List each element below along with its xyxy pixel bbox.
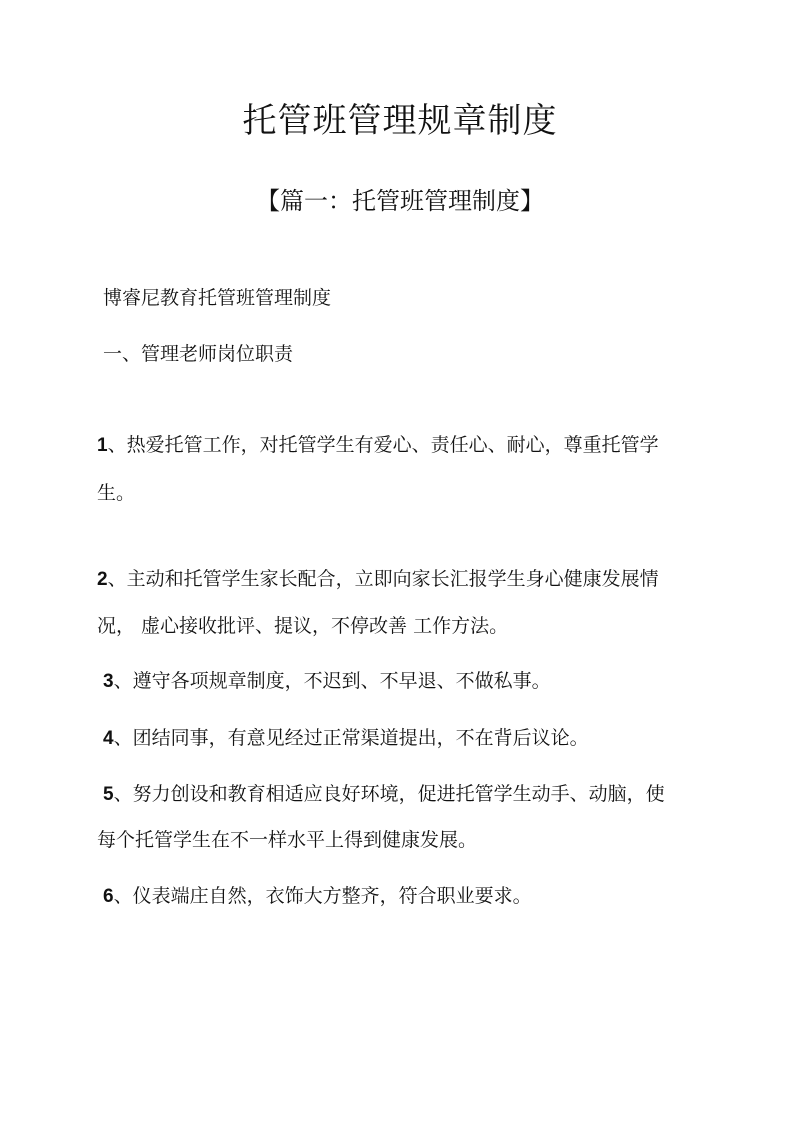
item-number: 1 bbox=[97, 435, 108, 456]
list-item-6 bbox=[103, 881, 532, 912]
org-heading: 博睿尼教育托管班管理制度 bbox=[103, 287, 332, 309]
item-number: 3 bbox=[103, 671, 114, 692]
list-item-3 bbox=[103, 666, 551, 697]
item-number: 6 bbox=[103, 886, 114, 907]
list-item-2-line-1 bbox=[97, 564, 659, 595]
item-text: 、团结同事，有意见经过正常渠道提出，不在背后议论。 bbox=[113, 727, 589, 749]
list-item-4 bbox=[103, 723, 589, 754]
item-text: 、仪表端庄自然，衣饰大方整齐，符合职业要求。 bbox=[113, 885, 532, 907]
document-title: 托管班管理规章制度 bbox=[242, 101, 558, 141]
item-text: 、热爱托管工作，对托管学生有爱心、责任心、耐心，尊重托管学 bbox=[107, 434, 659, 456]
document-subtitle: 【篇一：托管班管理制度】 bbox=[256, 187, 544, 215]
item-text: 、主动和托管学生家长配合，立即向家长汇报学生身心健康发展情 bbox=[107, 568, 659, 590]
item-text: 、遵守各项规章制度，不迟到、不早退、不做私事。 bbox=[113, 670, 551, 692]
list-item-2-line-2: 况， 虚心接收批评、提议，不停改善 工作方法。 bbox=[97, 615, 509, 637]
item-number: 5 bbox=[103, 784, 114, 805]
list-item-5-line-1 bbox=[103, 779, 665, 810]
item-number: 4 bbox=[103, 728, 114, 749]
list-item-5-line-2: 每个托管学生在不一样水平上得到健康发展。 bbox=[97, 829, 478, 851]
item-number: 2 bbox=[97, 569, 108, 590]
section-heading: 一、管理老师岗位职责 bbox=[103, 343, 294, 365]
list-item-1-line-1 bbox=[97, 430, 659, 461]
item-text: 、努力创设和教育相适应良好环境，促进托管学生动手、动脑，使 bbox=[113, 783, 665, 805]
list-item-1-line-2: 生。 bbox=[97, 482, 136, 504]
